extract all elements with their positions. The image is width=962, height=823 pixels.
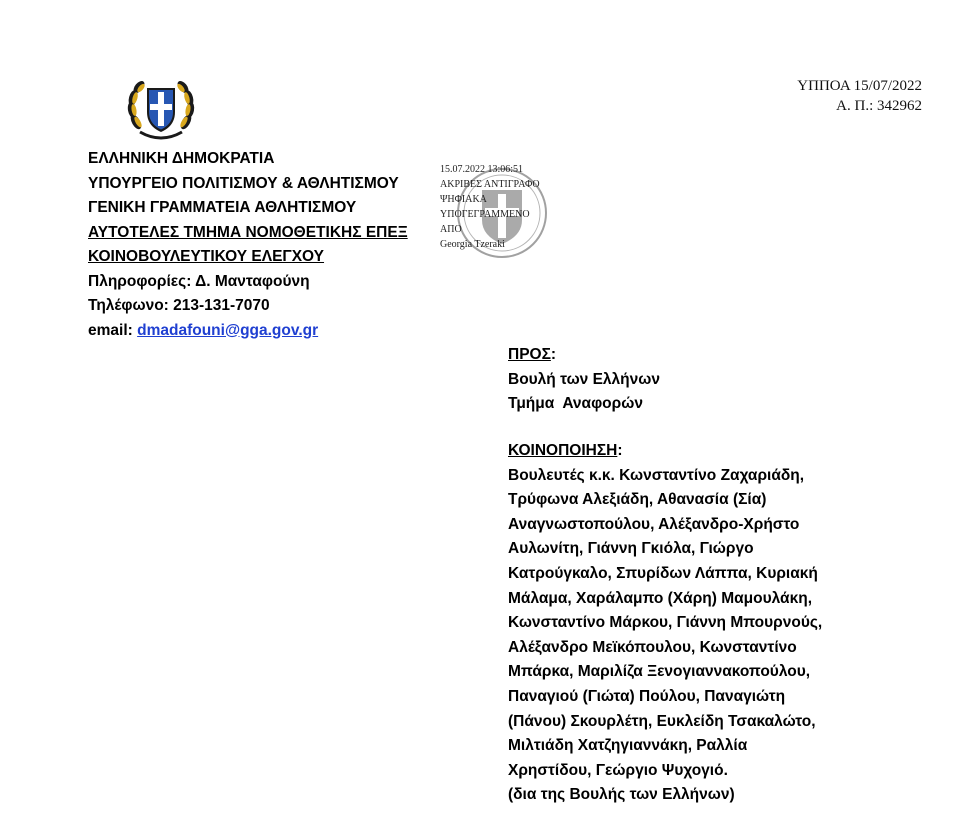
cc-line: Αναγνωστοπούλου, Αλέξανδρο-Χρήστο bbox=[508, 515, 800, 533]
signature-line: ΑΚΡΙΒΕΣ ΑΝΤΙΓΡΑΦΟ bbox=[440, 179, 540, 190]
cc-line: (δια της Βουλής των Ελλήνων) bbox=[508, 786, 735, 804]
digital-signature bbox=[440, 162, 540, 252]
sender-ministry: ΥΠΟΥΡΓΕΙΟ ΠΟΛΙΤΙΣΜΟΥ & ΑΘΛΗΤΙΣΜΟΥ bbox=[88, 174, 399, 192]
document-reference bbox=[797, 76, 922, 116]
cc-line: Χρηστίδου, Γεώργιο Ψυχογιό. bbox=[508, 761, 728, 779]
recipient-line: Βουλή των Ελλήνων bbox=[508, 370, 660, 388]
signature-timestamp: 15.07.2022 13:06:51 bbox=[440, 164, 524, 175]
greek-coat-of-arms-icon bbox=[124, 72, 198, 142]
sender-info: Πληροφορίες: Δ. Μανταφούνη bbox=[88, 272, 310, 290]
cc-line: (Πάνου) Σκουρλέτη, Ευκλείδη Τσακαλώτο, bbox=[508, 712, 816, 730]
cc-line: Κωνσταντίνο Μάρκου, Γιάννη Μπουρνούς, bbox=[508, 614, 823, 632]
cc-line: Κατρούγκαλο, Σπυρίδων Λάππα, Κυριακή bbox=[508, 564, 818, 582]
sender-email-row bbox=[88, 319, 444, 344]
signature-signer: Georgia Tzeraki bbox=[440, 239, 505, 250]
sender-department: ΑΥΤΟΤΕΛΕΣ ΤΜΗΜΑ ΝΟΜΟΘΕΤΙΚΗΣ ΕΠΕΞ bbox=[88, 223, 408, 241]
signature-line: ΑΠΟ bbox=[440, 224, 462, 235]
signature-line: ΥΠΟΓΕΓΡΑΜΜΕΝΟ bbox=[440, 209, 530, 220]
recipients-heading: ΠΡΟΣ bbox=[508, 346, 551, 363]
signature-line: ΨΗΦΙΑΚΑ bbox=[440, 194, 487, 205]
sender-secretariat: ΓΕΝΙΚΗ ΓΡΑΜΜΑΤΕΙΑ ΑΘΛΗΤΙΣΜΟΥ bbox=[88, 199, 357, 216]
sender-country: ΕΛΛΗΝΙΚΗ ΔΗΜΟΚΡΑΤΙΑ bbox=[88, 150, 275, 167]
cc-line: Αυλωνίτη, Γιάννη Γκιόλα, Γιώργο bbox=[508, 540, 754, 558]
sender-department-cont: ΚΟΙΝΟΒΟΥΛΕΥΤΙΚΟΥ ΕΛΕΓΧΟΥ bbox=[88, 248, 325, 265]
sender-block bbox=[88, 147, 444, 343]
recipients-block: ΠΡΟΣ: Βουλή των Ελλήνων Τμήμα Αναφορών bbox=[508, 343, 660, 417]
protocol-number: Α. Π.: 342962 bbox=[836, 98, 922, 114]
cc-line: Μιλτιάδη Χατζηγιαννάκη, Ραλλία bbox=[508, 737, 748, 755]
cc-line: Βουλευτές κ.κ. Κωνσταντίνο Ζαχαριάδη, bbox=[508, 466, 805, 484]
cc-block: ΚΟΙΝΟΠΟΙΗΣΗ: Βουλευτές κ.κ. Κωνσταντίνο Ζαχαριάδη, Τρύφωνα Αλεξιάδη, Αθανασία (Σία) Αναγνωστοπούλου, Αλέξανδρο-Χρήστο Αυλωνίτη, Γιάννη Γκιόλα, Γιώργο Κατρούγκαλο, Σπυρίδων Λάππα, Κυριακή Μάλαμα, Χαράλαμπο (Χάρη) Μαμουλάκη, Κωνσταντίνο Μάρκου, Γιάννη Μπουρνούς, Αλέξανδρο Μεϊκόπουλου, Κωνσταντίνο Μπάρκα, Μαριλίζα Ξενογιαννακοπούλου, Παναγιού (Γιώτα) Πούλου, Παναγιώτη (Πάνου) Σκουρλέτη, Ευκλείδη Τσακαλώτο, Μιλτιάδη Χατζηγιαννάκη, Ραλλία Χρηστίδου, Γεώργιο Ψυχογιό. (δια της Βουλής των Ελλήνων) bbox=[508, 439, 822, 808]
protocol-date: ΥΠΠΟΑ 15/07/2022 bbox=[797, 78, 922, 94]
cc-line: Τρύφωνα Αλεξιάδη, Αθανασία (Σία) bbox=[508, 491, 767, 509]
cc-line: Παναγιού (Γιώτα) Πούλου, Παναγιώτη bbox=[508, 687, 786, 705]
cc-heading: ΚΟΙΝΟΠΟΙΗΣΗ bbox=[508, 442, 618, 459]
email-link[interactable]: dmadafouni@gga.gov.gr bbox=[137, 321, 319, 339]
cc-line: Μπάρκα, Μαριλίζα Ξενογιαννακοπούλου, bbox=[508, 663, 811, 681]
sender-phone: Τηλέφωνο: 213-131-7070 bbox=[88, 297, 270, 314]
email-label: email: bbox=[88, 321, 133, 339]
cc-line: Αλέξανδρο Μεϊκόπουλου, Κωνσταντίνο bbox=[508, 638, 797, 656]
recipient-line: Τμήμα Αναφορών bbox=[508, 395, 643, 413]
cc-line: Μάλαμα, Χαράλαμπο (Χάρη) Μαμουλάκη, bbox=[508, 589, 813, 607]
